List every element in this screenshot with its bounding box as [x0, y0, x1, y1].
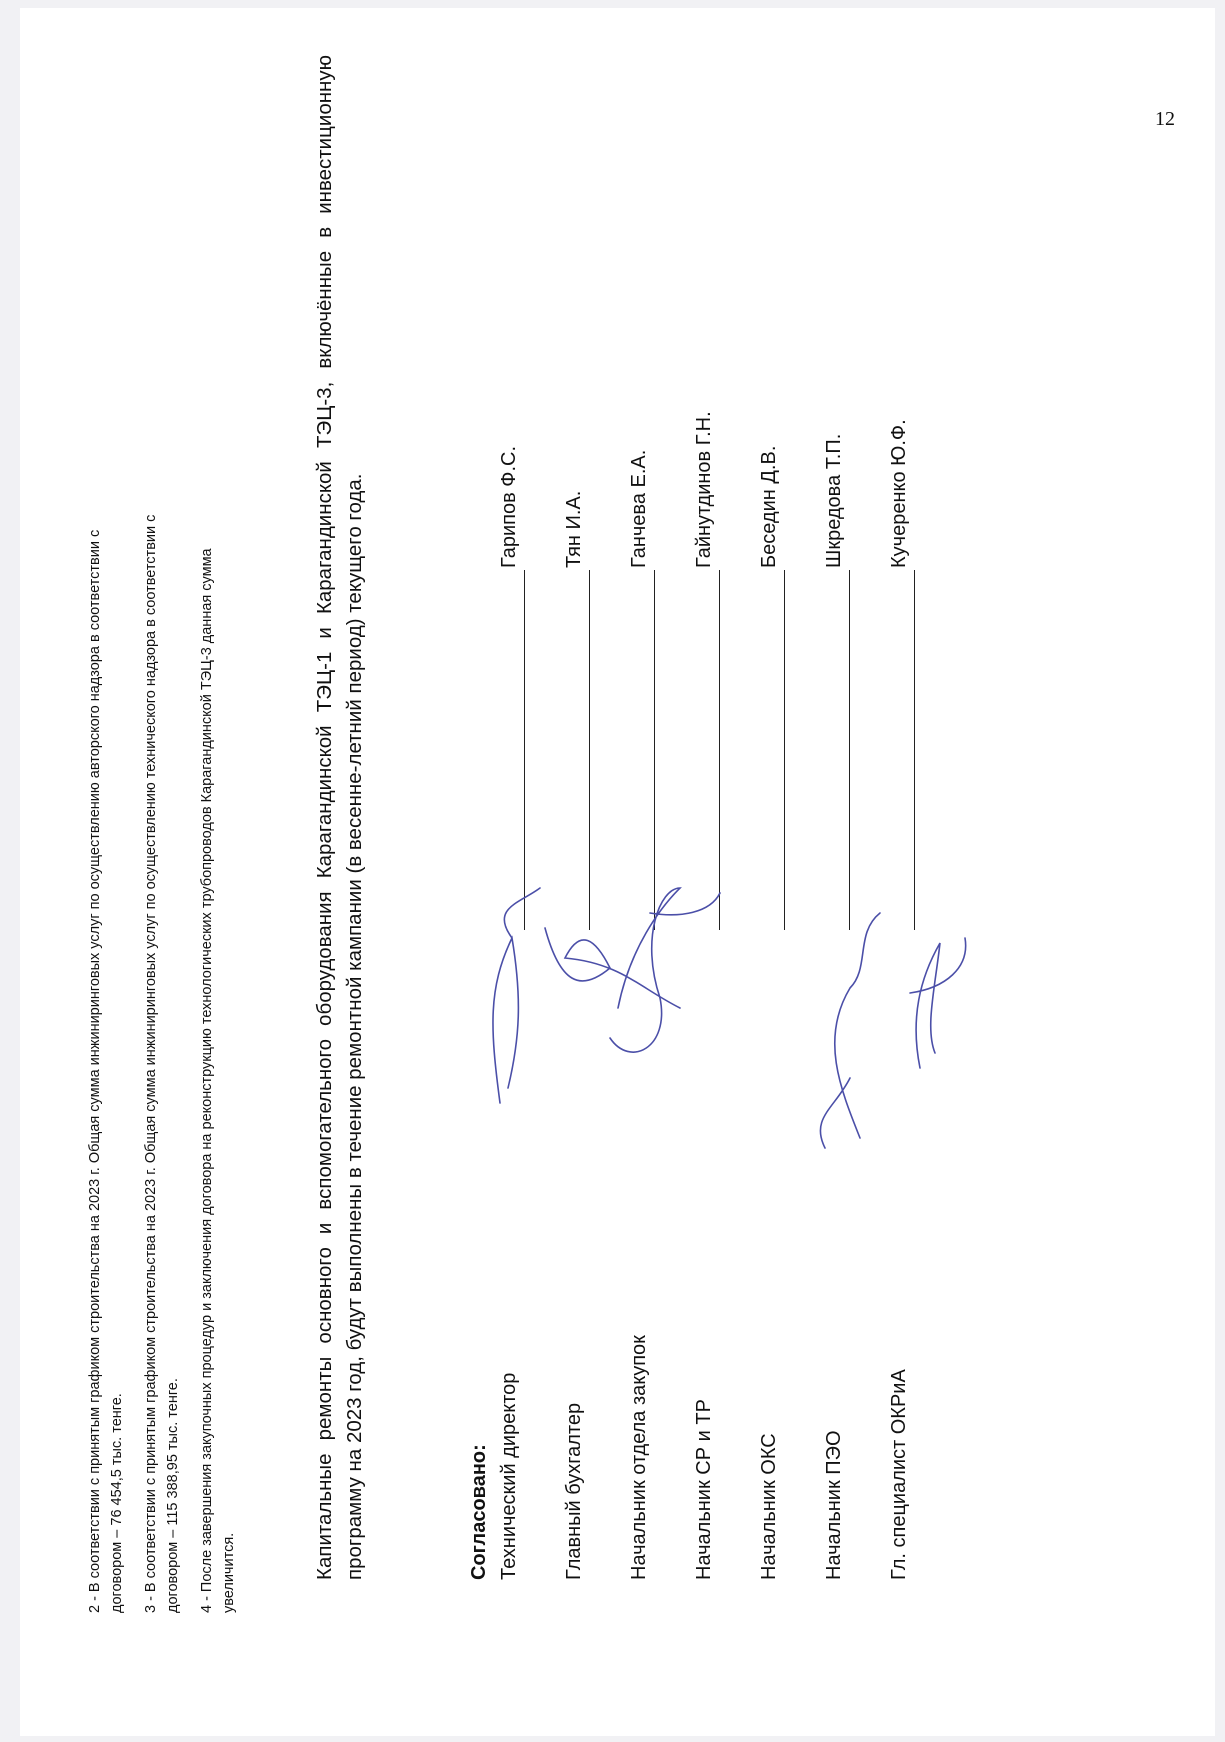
signatory-role: Гл. специалист ОКРиА	[888, 1369, 910, 1580]
signatory-role: Главный бухгалтер	[563, 1402, 585, 1580]
signatory-name: Гайнутдинов Г.Н.	[693, 411, 715, 568]
signatory-name: Тян И.А.	[563, 490, 585, 568]
footnote-text-cont: договором – 76 454,5 тыс. тенге.	[109, 1393, 125, 1613]
signature-line	[524, 570, 525, 930]
document-page	[20, 8, 1215, 1736]
footnote-2	[84, 530, 128, 1613]
footnote-number: 2	[87, 1604, 103, 1613]
signature-line	[914, 570, 915, 930]
signature-line	[849, 570, 850, 930]
signatory-role: Технический директор	[498, 1372, 520, 1580]
footnote-text: - В соответствии с принятым графиком строительства на 2023 г. Общая сумма инжиниринговых услуг по осуществлению технического надзора в соответствии с	[143, 514, 159, 1601]
signature-line	[589, 570, 590, 930]
footnote-text-cont: увеличится.	[221, 1532, 237, 1613]
footnote-number: 4	[199, 1604, 215, 1613]
page-number: 12	[1155, 108, 1175, 130]
signatory-name: Беседин Д.В.	[758, 445, 780, 568]
signatory-role: Начальник отдела закупок	[628, 1335, 650, 1580]
main-paragraph: Капитальные ремонты основного и вспомогательного оборудования Карагандинской ТЭЦ-1 и Карагандинской ТЭЦ-3, включённые в инвестиционную программу на 2023 год, будут выполнены в течение ремонтной кампании (в весенне-летний период) текущего года.	[313, 55, 366, 1580]
footnote-3	[140, 515, 184, 1613]
signature-line	[654, 570, 655, 930]
footnote-text: - В соответствии с принятым графиком строительства на 2023 г. Общая сумма инжиниринговых услуг по осуществлению авторского надзора в соответствии с	[87, 529, 103, 1601]
footnote-4	[196, 548, 240, 1613]
signatory-role: Начальник СР и ТР	[693, 1399, 715, 1580]
footnote-number: 3	[143, 1604, 159, 1613]
footnote-text: - После завершения закупочных процедур и заключения договора на реконструкцию технологических трубопроводов Карагандинской ТЭЦ-3 данная сумма	[199, 548, 215, 1601]
signature-line	[719, 570, 720, 930]
signatory-name: Шкредова Т.П.	[823, 433, 845, 568]
signature-line	[784, 570, 785, 930]
signatory-role: Начальник ОКС	[758, 1433, 780, 1580]
signatory-name: Ганчева Е.А.	[628, 449, 650, 568]
signatory-role: Начальник ПЭО	[823, 1430, 845, 1580]
signatory-name: Кучеренко Ю.Ф.	[888, 419, 910, 568]
footnote-text-cont: договором – 115 388,95 тыс. тенге.	[165, 1378, 181, 1613]
rotated-content	[20, 8, 1180, 1708]
signatory-name: Гарипов Ф.С.	[498, 445, 520, 568]
agreed-heading: Согласовано:	[468, 1444, 490, 1580]
